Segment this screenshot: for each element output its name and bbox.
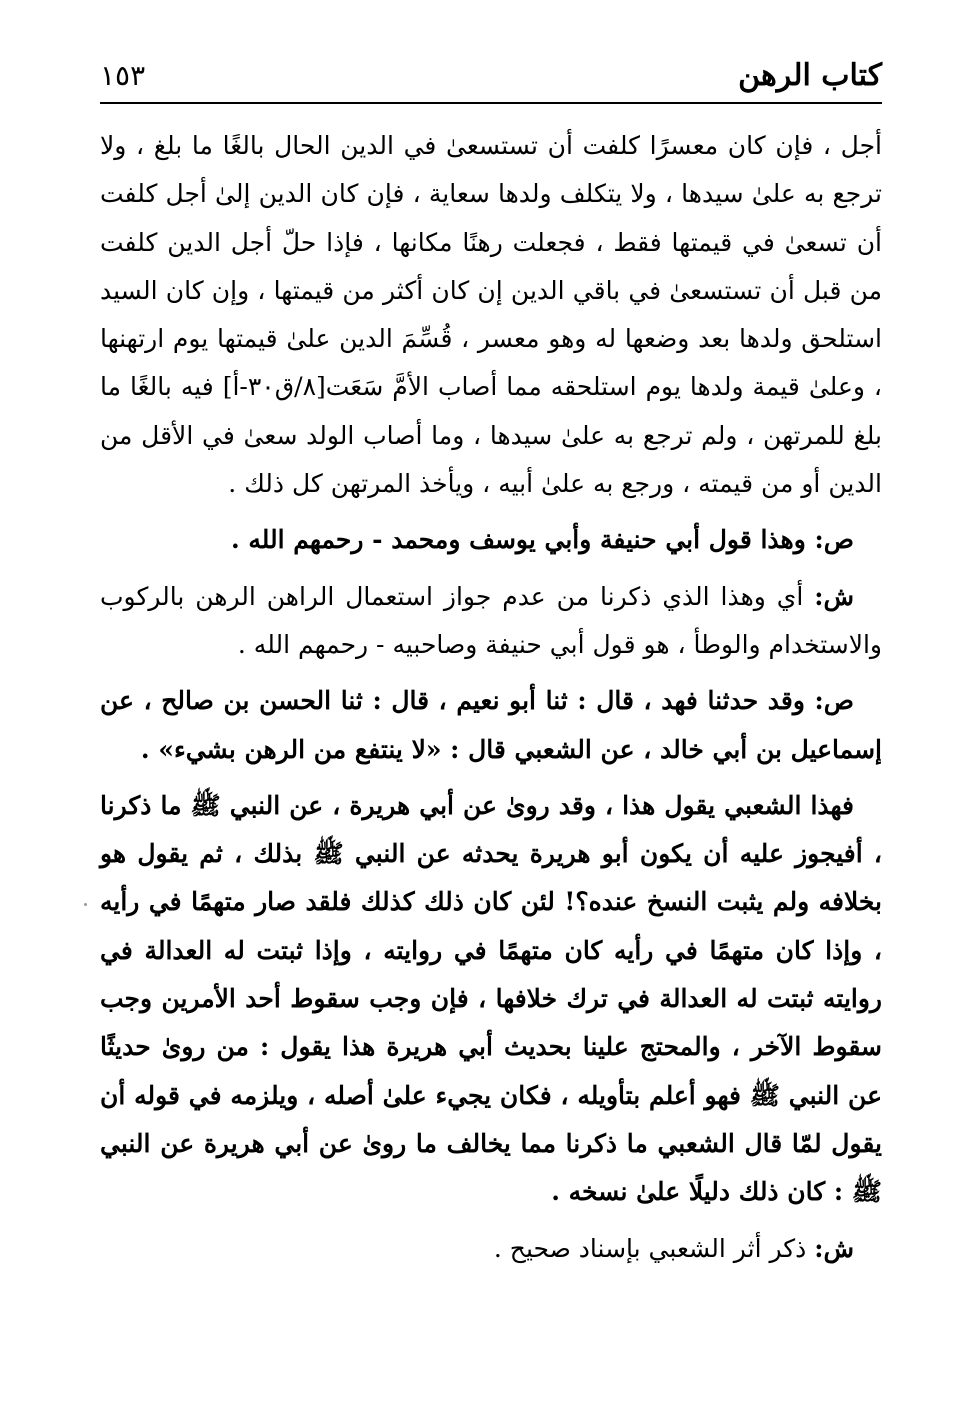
header-divider [100, 102, 882, 104]
sharh-paragraph [100, 573, 882, 670]
running-title: كتاب الرهن [738, 58, 882, 93]
paragraph-gap [100, 669, 882, 677]
matn-paragraph [100, 782, 882, 1217]
paragraph-gap [100, 774, 882, 782]
paragraph-text: أي وهذا الذي ذكرنا من عدم جواز استعمال الراهن الرهن بالركوب والاستخدام والوطأ ، هو قول أبي حنيفة وصاحبيه - رحمهم الله . [100, 581, 882, 659]
paragraph-text: ذكر أثر الشعبي بإسناد صحيح . [493, 1233, 807, 1263]
page-header [100, 52, 882, 102]
matn-marker: ص: [814, 686, 854, 716]
paragraph-text: أجل ، فإن كان معسرًا كلفت أن تستسعىٰ في الدين الحال بالغًا ما بلغ ، ولا ترجع به علىٰ سيدها ، ولا يتكلف ولدها سعاية ، فإن كان الدين إلىٰ أجل كلفت أن تسعىٰ في قيمتها فقط ، فجعلت رهنًا مكانها ، فإذا حلّ أجل الدين كلفت من قبل أن تستسعىٰ في باقي الدين إن كان أكثر من قيمتها ، وإن كان السيد استلحق ولدها بعد وضعها له وهو معسر ، قُسِّمَ الدين علىٰ قيمتها يوم ارتهنها ، وعلىٰ قيمة ولدها يوم استلحقه مما أصاب الأمَّ سَعَت[٨/ق٣٠-أ] فيه بالغًا ما بلغ للمرتهن ، ولم ترجع به علىٰ سيدها ، وما أصاب الولد سعىٰ في الأقل من الدين أو من قيمته ، ورجع به علىٰ أبيه ، ويأخذ المرتهن كل ذلك . [100, 131, 882, 499]
paragraph-text: وقد حدثنا فهد ، قال : ثنا أبو نعيم ، قال : ثنا الحسن بن صالح ، عن إسماعيل بن أبي خالد ، عن الشعبي قال : «لا ينتفع من الرهن بشيء» . [100, 686, 882, 764]
sharh-marker: ش: [814, 581, 854, 611]
paragraph-gap [100, 565, 882, 573]
sharh-paragraph [100, 1225, 882, 1273]
paragraph-gap [100, 508, 882, 516]
paragraph-continuation [100, 122, 882, 508]
paragraph-text: وهذا قول أبي حنيفة وأبي يوسف ومحمد - رحمهم الله . [230, 525, 806, 555]
sharh-marker: ش: [814, 1233, 854, 1263]
page-body [100, 122, 882, 1273]
matn-paragraph [100, 677, 882, 774]
paragraph-text: فهذا الشعبي يقول هذا ، وقد روىٰ عن أبي هريرة ، عن النبي ﷺ ما ذكرنا ، أفيجوز عليه أن يكون أبو هريرة يحدثه عن النبي ﷺ بذلك ، ثم يقول هو بخلافه ولم يثبت النسخ عنده؟! لئن كان ذلك كذلك فلقد صار متهمًا في رأيه ، وإذا كان متهمًا في رأيه كان متهمًا في روايته ، وإذا ثبتت له العدالة في روايته ثبتت له العدالة في ترك خلافها ، فإن وجب سقوط أحد الأمرين وجب سقوط الآخر ، والمحتج علينا بحديث أبي هريرة هذا يقول : من روىٰ حديثًا عن النبي ﷺ فهو أعلم بتأويله ، فكان يجيء علىٰ أصله ، ويلزمه في قوله أن يقول لمّا قال الشعبي ما ذكرنا مما يخالف ما روىٰ عن أبي هريرة عن النبي ﷺ : كان ذلك دليلًا علىٰ نسخه . [100, 790, 882, 1207]
paragraph-gap [100, 1217, 882, 1225]
matn-paragraph [100, 516, 882, 564]
scan-speck [84, 903, 87, 906]
page-number: ١٥٣ [100, 59, 146, 92]
matn-marker: ص: [814, 525, 854, 555]
